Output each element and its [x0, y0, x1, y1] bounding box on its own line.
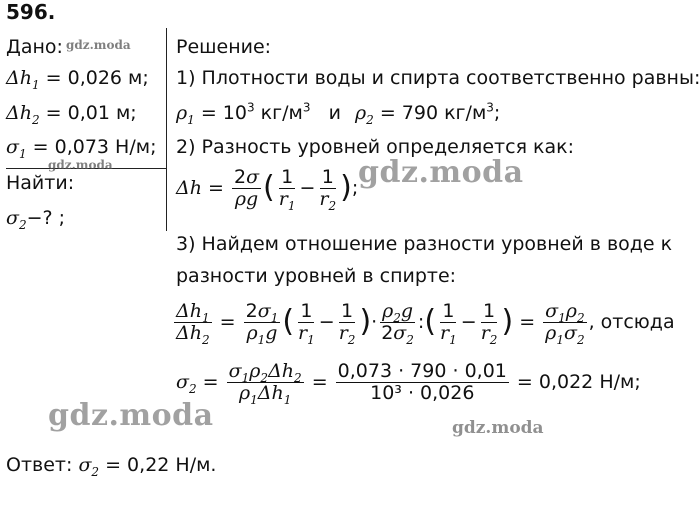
- formula-level-difference: Δh = $\frac{2\sigma}{\rho g}$ ( $\frac{1}{r_1}$ − $\frac{1}{r_2}$ ) ;: [176, 165, 359, 213]
- find-label: Найти:: [6, 172, 75, 194]
- otsyuda-text: , отсюда: [588, 311, 675, 333]
- calc-denominator: 10³ · 0,026: [370, 381, 475, 404]
- given-dh1: $\Delta h_1 = 0,026$ м;: [6, 67, 149, 92]
- formula-ratio: $\frac{\Delta h_1}{\Delta h_2}$ = $\frac{2\sigma_1}{\rho_1g}$ ( $\frac{1}{r_1}$ − $\frac{1}{r_2}$ ) · $\frac{\rho_2g}{2\sigma_2}$ : ( $\frac{1}{r_1}$ − $\frac{1}{r_2}$ ) = $\frac{\sigma_1\rho_2}{\rho_1\sigma_2}$ , отсюда: [176, 299, 675, 347]
- watermark-small-1: gdz.moda: [66, 38, 131, 52]
- watermark-small-2: gdz.moda: [48, 158, 113, 172]
- given-divider-vertical: [166, 28, 167, 231]
- calc-numerator: 0,073 · 790 · 0,01: [337, 359, 507, 382]
- solution-step3b: разности уровней в спирте:: [176, 265, 457, 287]
- solution-step3a: 3) Найдем отношение разности уровней в воде к: [176, 233, 673, 255]
- solution-title: Решение:: [176, 36, 272, 58]
- given-dh2: $\Delta h_2 = 0,01$ м;: [6, 102, 137, 127]
- answer-line: Ответ: $\sigma_2 = 0,22$ Н/м.: [6, 454, 217, 479]
- solution-step1: 1) Плотности воды и спирта соответственно равны:: [176, 67, 700, 89]
- formula-sigma2: $\sigma_2$ = $\frac{\sigma_1\rho_2\Delta h_2}{\rho_1\Delta h_1}$ = $\frac{0,073 \cdot 790 \cdot 0,01}{\text{10³ · 0,026}}$ = 0,022 Н/м;: [176, 359, 641, 407]
- problem-number: 596.: [6, 0, 56, 24]
- watermark-large-2: gdz.moda: [48, 398, 214, 433]
- watermark-large-1: gdz.moda: [358, 155, 524, 190]
- find-sigma2: $\sigma_2-$? ;: [6, 207, 66, 232]
- watermark-medium: gdz.moda: [452, 418, 544, 438]
- result-tail: = 0,022 Н/м;: [516, 371, 641, 393]
- solution-step2: 2) Разность уровней определяется как:: [176, 136, 575, 158]
- given-sigma1: $\sigma_1 = 0,073$ Н/м;: [6, 136, 157, 161]
- given-label: Дано:: [6, 36, 63, 58]
- densities-line: $\rho_1 = 10^3$ $кг/м^3$ и $\rho_2 = 790$ $кг/м^3$;: [176, 100, 501, 127]
